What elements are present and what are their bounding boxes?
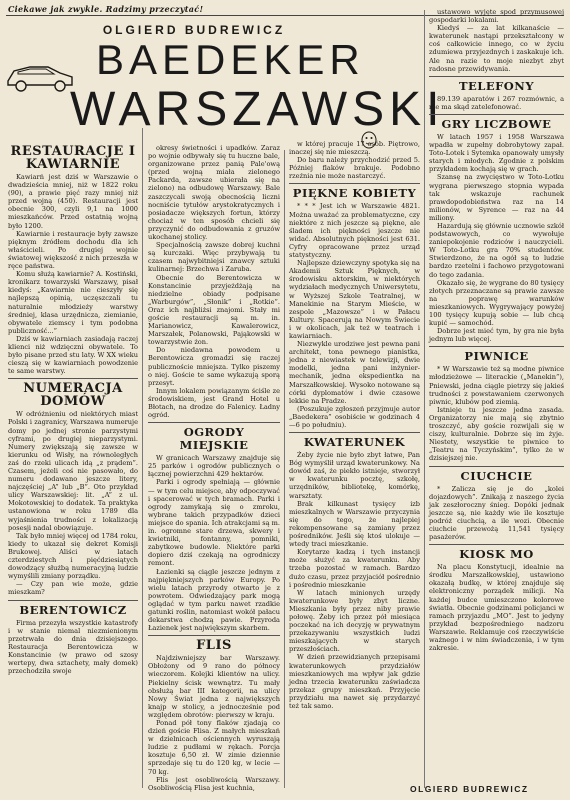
heading-restauracje: RESTAURACJE I KAWIARNIE <box>10 144 136 172</box>
title-warszawski: WARSZAWSKI <box>70 83 445 136</box>
paragraph: Dziś w kawiarniach zasiadają raczej klienci niż wdzięczni obywatele. To było pisane przed stu laty. W XX wieku cieszą się w kawiarniach powodzenie te same warstwy. <box>8 334 138 376</box>
heading-flis: FLIS <box>196 638 232 654</box>
paragraph: Najdziwniejszy bar Warszawy. Obłożony od 9 rano do północy wieczorem. Kolejki klientów na ulicy. Piekielny ścisk wewnątrz. Tu mały obsłużą bar III kategorii, na ulicy Nowy Świat jedna z największych knajp w stolicy, a jednocześnie pod względem obrotów: pierwszy w kraju. <box>148 654 280 719</box>
paragraph: w której pracuje 17 osób. Piętrowo, inaczej się nie mieszczą. <box>289 140 420 157</box>
author-name: OLGIERD BUDREWICZ <box>102 23 286 37</box>
heading-kiosk-mo: KIOSK MO <box>459 547 534 562</box>
paragraph: Kiedyś — za lat kilkanaście — kwaterunek nastąpi przekształcony w coś całkowicie innego, co w życiu zdumiewa przyjezdnych i zaskakuje ich. Ale na razie to moje niezbyt zbyt radosne przewidywania. <box>429 24 564 73</box>
paragraph: Do niedawna powodem u Berentowicza gromadzi się raczej publicznoście mniejsza. Tylko piszemy o niej. Goście te same wykazują sporą przesyt. <box>148 346 280 387</box>
paragraph: W latach 1957 i 1958 Warszawa wpadła w zupełny dobrobytowy zapał. Toto-Lotek i Sytemka opanowały umysły starych i młodych. Zgodnie z polskim przykładem kochają się w grach. <box>429 132 564 174</box>
column-divider <box>142 128 143 788</box>
paragraph: Obecnie do Berentowicza w Konstancinie przyjeżdżają na niedzielne obiady podpisane „Warburgów”, „Słonik” i „Rotkie”. Oraz ich najbliżsi znajomi. Stały mi goście restauracji są m. in. Marianowicz, Kawalerowicz, Marszałek, Polanowski, Pająkowski w towarzystwie żon. <box>148 273 280 347</box>
heading-numeracja: NUMERACJA DOMÓW <box>23 381 123 410</box>
paragraph: Na placu Konstytucji, idealnie na środku Marszałkowskiej, ustawiono okazałą budkę, w której znajduje się elektroniczny porządek milicji. Na każdej budce umieszczono kolorowe światła. Obecnie godzinami policjanci w ramach przyjazdu „MO”. Jest to jedyny przykład bezpośredniego nadzoru Warszawie. Reklamuje coś rzeczywiście ważnego i w nim świadczenia, i w tym zakresie. <box>429 563 564 653</box>
paragraph: Innym lokalem powiązanym ściśle ze środowiskiem, jest Grand Hotel u Błotach, na drodze do Falenicy. Ładny ogród. <box>148 386 280 420</box>
paragraph: okresy świetności i upadków. Zaraz po wojnie odbywały się tu huczne bale, organizowane przez panią Pale'ową (przed wojną miała zielonego Packarda, zawsze ubierała się na zielono) na odbudowę Warszawy. Bale zaszczycali swoją obecnością liczni nocniście tytułów arystokratycznych i posiadacze większych fortun, którzy chociaż w ten sposób chcieli się przyczynić do odbudowania z gruzów ukochanej stolicy. <box>148 144 280 242</box>
paragraph: Tak było mniej więcej od 1784 roku, kiedy to ukazał się dekret Komisji Brukowej. Aliści w latach czterdziestych i pięćdziesiątych dowodzący służbą numeracyjną ludzie wymyślili zmiany porządku. <box>8 531 138 581</box>
paragraph: Niezwykle urodziwe jest pewna pani architekt, tona pewnego pianistka, jedna z niewiastek w telewizji, dwie modelki, jedna pani inżynier-mechanik, jedna ekspedientka na Marszałkowskiej. Wysoko notowane są córki dyplomatów i dwie czasowe lekkie na Pradze. <box>289 340 420 405</box>
heading-piekne-kobiety: PIĘKNE KOBIETY <box>292 186 417 201</box>
paragraph: Brak kilkunast tysięcy izb mieszkalnych w Warszawie przyczynia się do tego, że najlepiej rekompensowane są zamiany przez pośredników. Jeśli się ktoś ulokuje — wtedy traci mieszkanie. <box>289 499 420 549</box>
tagline: Ciekawe jak zwykle. Radzimy przeczytać! <box>8 4 204 14</box>
heading-kwaterunek: KWATERUNEK <box>303 435 406 450</box>
paragraph: W odróżnieniu od niektórych miast Polski i zagranicy, Warszawa numeruje domy po jednej stronie parzystymi cyframi, po drugiej nieparzystymi. Numery zwiększają się zawsze w kierunku od Wisły, na równoległych zaś do rzeki ulicach idą „z prądem”. Czasem, jeżeli coś nie pasowało, do numeru dodawano jeszcze litery, najczęściej „A” lub „B”. Oto przykład ulicy Warszawskiej: lit. „A” z ul. Mokotowskiej to dodatek. Ta praktyka ustanowiona w roku 1789 dla wyjaśnienia trudności z lokalizacją posesji nadal obowiązuje. <box>8 410 138 532</box>
title-baedeker: BAEDEKER <box>96 36 365 83</box>
paragraph: — Czy pan wie może, gdzie mieszkam? <box>8 580 138 597</box>
paragraph: 89.139 aparatów i 267 rozmównic, a nie ma skąd zatelefonować. <box>429 94 564 111</box>
section-rule <box>8 600 138 601</box>
paragraph: Okazało się, że wygrane do 80 tysięcy złotych przeznaczane są prawie zawsze na poprawę warunków mieszkaniowych. Wygrywający powyżej 100 tysięcy kupują sobie — lub chcą kupić — samochód. <box>429 278 564 328</box>
column-2 <box>148 144 280 792</box>
section-rule <box>429 114 564 115</box>
paragraph: Flis jest osobliwością Warszawy. Osobliwością Flisa jest kuchnia, <box>148 775 280 792</box>
paragraph: ustawowo wyjęte spod przymusowej gospodarki lokalami. <box>429 8 564 25</box>
paragraph: Hazardują się głównie ucznowie szkół podstawowych, co wywołuje zaniepokojenie rodziców i nauczycieli. W Toto-Lotku gra 70% studentów. Stwierdzono, że na ogół są to ludzie bardzo rzetelni i fachowo przygotowani do tego zadania. <box>429 221 564 279</box>
section-rule <box>429 346 564 347</box>
paragraph: Łazienki są ciągle jeszcze jednym z najpiękniejszych parków Europy. Po wielu latach przyrody otwarto je z powrotem. Odwiedzający park mogą oglądać w tym parku nawet rzadkie gatunki roślin, natomiast wokół pałacu dekarstwa chodzą pawie. Przyroda Łazienek jest największym skarbem. <box>148 567 280 633</box>
paragraph: Firma przezyła wszystkie katastrofy i w stanie niemal niezmienionym przetrwała do dnia dzisiejszego. Restauracja Berentowicza w Konstancinie (w prawo od szosy wertepy, dwa sztachety, mały domek) przechodziła swoje <box>8 618 138 676</box>
heading-ciuchcie: CIUCHCIE <box>460 468 533 483</box>
paragraph: Istnieje tu jeszcze jedna zasada. Organizatorzy nie mają się zbytnio troszczyć, aby goście rozwijali się w ciszy, kulturalnie. Dobrze się im żyje. Niestety, wszystkie te piwnice to „Teatru na Tyczyńskim”, tylko że w dzisiejszej nie. <box>429 405 564 463</box>
column-3 <box>289 140 420 710</box>
heading-ogrody: OGRODY MIEJSKIE <box>179 425 249 453</box>
paragraph: Kawiarnie i restauracje były zawsze pięknym źródłem dochodu dla ich właścicieli. Po drugiej wojnie światowej większość z nich przeszła w ręce państwa. <box>8 229 138 271</box>
section-rule <box>429 466 564 467</box>
paragraph: W latach minionych urzędy kwaterunkowe były zbyt liczne. Mieszkania były przez niby prawie połowę. Żeby ich przez pół miesiąca poczekać na ich decyzję w prywatnym przekazywaniu wszystkich ludzi mieszkających w starych przeszłościach. <box>289 588 420 654</box>
paragraph: Szansę na zwycięstwo w Toto-Lotku wygrana pierwszego stopnia wypada tak wskazuje rachunek prawdopodobieństwa raz na 14 milionów, w Syrence — raz na 44 miliony. <box>429 173 564 222</box>
paragraph: Do baru należy przychodzić przed 5. Później flaków brakuje. Podobno rzeźnia nie może nastarczyć. <box>289 156 420 181</box>
section-rule <box>148 422 280 423</box>
paragraph: Najlepsze dziewczyny spotyka się na Akademii Sztuk Pięknych, w środowisku aktorskim, w niektórych wydziałach medycznych Uniwersytetu, w Wyższej Szkole Teatralnej, w Manekinie na Starym Mieście, w zespole „Mazowsze” i w Pałacu Kultury. Spacerują na Nowym Świecie i w okolicach, jak też w teatrach i kawiarniach. <box>289 259 420 340</box>
section-rule <box>429 544 564 545</box>
paragraph: * * * Jest ich w Warszawie 4821. Można uważać za problematyczne, czy niektóre z nich jeszcze są piękne, ale śladem ich piękności jeszcze nie widać. Absolutnych piękności jest 631. Cyfry opracowane przez urząd statystyczny. <box>289 202 420 260</box>
column-divider <box>424 10 425 788</box>
section-rule <box>289 432 420 433</box>
section-rule <box>148 635 280 636</box>
paragraph: Kawiarń jest dziś w Warszawie o dwadzieścia mniej, niż w 1822 roku (90), a prawie pięć razy mniej niż przed wojną (450). Restauracji jest obecnie 300, czyli 9,1 na 1000 mieszkańców. Przed ostatnią wojną było 1200. <box>8 173 138 230</box>
paragraph: W granicach Warszawy znajduje się 25 parków i ogrodów publicznych o łącznej powierzchni 429 hektarów. <box>148 454 280 479</box>
paragraph: W dzień przewidzianych przepisami kwaterunkowych przydziałów mieszkaniowych ma wpływ jak gdzie jedna trzecia kwaterunku zaświadcza przekaz grupy mieszkań. Przyjęcie przydziału ma nawet się przydarzyć też tak samo. <box>289 653 420 710</box>
paragraph: Dobrze jest mieć tym, by gra nie była jednym lub więcej. <box>429 327 564 344</box>
paragraph: * W Warszawie też są modne piwnice młodzieżowe — literackie („Manekin”), Pniewski, jedna ciągle pietrzy się jakieś trudności z powstawaniem czerwonych piwnic, klubów pod ziemią. <box>429 365 564 406</box>
column-1 <box>8 142 138 675</box>
paragraph: Specjalnością zawsze dobrej kuchni są kurczaki. Więc przybywają tu czasem najwybitniejsi znawcy sztuki kulinarnej: Brzechwa i Zaruba. <box>148 241 280 274</box>
heading-telefony: TELEFONY <box>458 78 535 93</box>
paragraph: * Zalicza się je do „kolei dojazdowych”. Znikają z naszego życia jak zeszłoroczny śnieg. Dopóki jednak jeszcze są, nie każdy wie ile kosztuje podróż ciuchcią, a ile wozi. Obecnie ciuchcie przewożą 11,541 tysięcy pasażerów. <box>429 484 564 542</box>
heading-berentowicz: BERENTOWICZ <box>19 602 127 617</box>
section-rule <box>289 183 420 184</box>
paragraph: Ponad pół tony flaków zjadają co dzień goście Flisa. Z małych mieszkań w dzielnicach ościennych wyruszają ludzie z pudłami w rękach. Porcja kosztuje 6,50 zł. W zimie dziennie sprzedaje się tu do 120 kg, w lecie — 70 kg. <box>148 719 280 776</box>
paragraph: Żeby życie nie było zbyt łatwe, Pan Bóg wymyślił urząd kwaterunkowy. Na dowód zaś, że piekło istnieje, stworzył w kwaterunku pocztę, szkołę, urzędników, bibliotekę, komórkę, warsztaty. <box>289 451 420 500</box>
car-illustration <box>4 55 76 95</box>
column-4 <box>429 8 564 652</box>
column-divider <box>284 150 285 788</box>
section-rule <box>429 76 564 77</box>
paragraph: Korytarze kadzą i tych instancji może służyć za kwaterunku. Aby trzeba pozostać w ramach. Bardzo dużo czasu, przez przyjaciół pośrednio i pośrednio mieszkanie <box>289 548 420 589</box>
paragraph: Komu służą kawiarnie? A. Kostiński, kronikarz towarzyski Warszawy, pisał kiedyś: „Kawiarnie nie cieszyły się najlepszą opinią, uczęszczali tu naturalnie młodzieży warstwy średniej, klasa urzędnicza, ziemianie, obywatele ziemscy i tym podobna publiczność...” <box>8 270 138 335</box>
footer-author-signature: OLGIERD BUDREWICZ <box>410 784 529 794</box>
heading-gry-liczbowe: GRY LICZBOWE <box>441 116 552 131</box>
section-rule <box>8 378 138 379</box>
paragraph: Parki i ogrody spełniają — głównie — w tym celu miejsce, aby odpoczywać i spacerować w tych bramach. Parki i ogrody zamykają się o zmroku, wybrane takich przypadków dzieci miejsce do spania. Ich atrakcjami są m. in. ogromne stare drzewa, skwery i kwietniki, fontanny, pomniki, zabytkowe budowle. Niektóre parki dopiero dziś czekają na ogrodniczy remont. <box>148 478 280 568</box>
heading-piwnice: PIWNICE <box>464 349 529 364</box>
paragraph: (Poszukuje zgłoszeń przyjmuje autor „Baedekera” osobiście w godzinach 4—6 po południu). <box>289 404 420 429</box>
